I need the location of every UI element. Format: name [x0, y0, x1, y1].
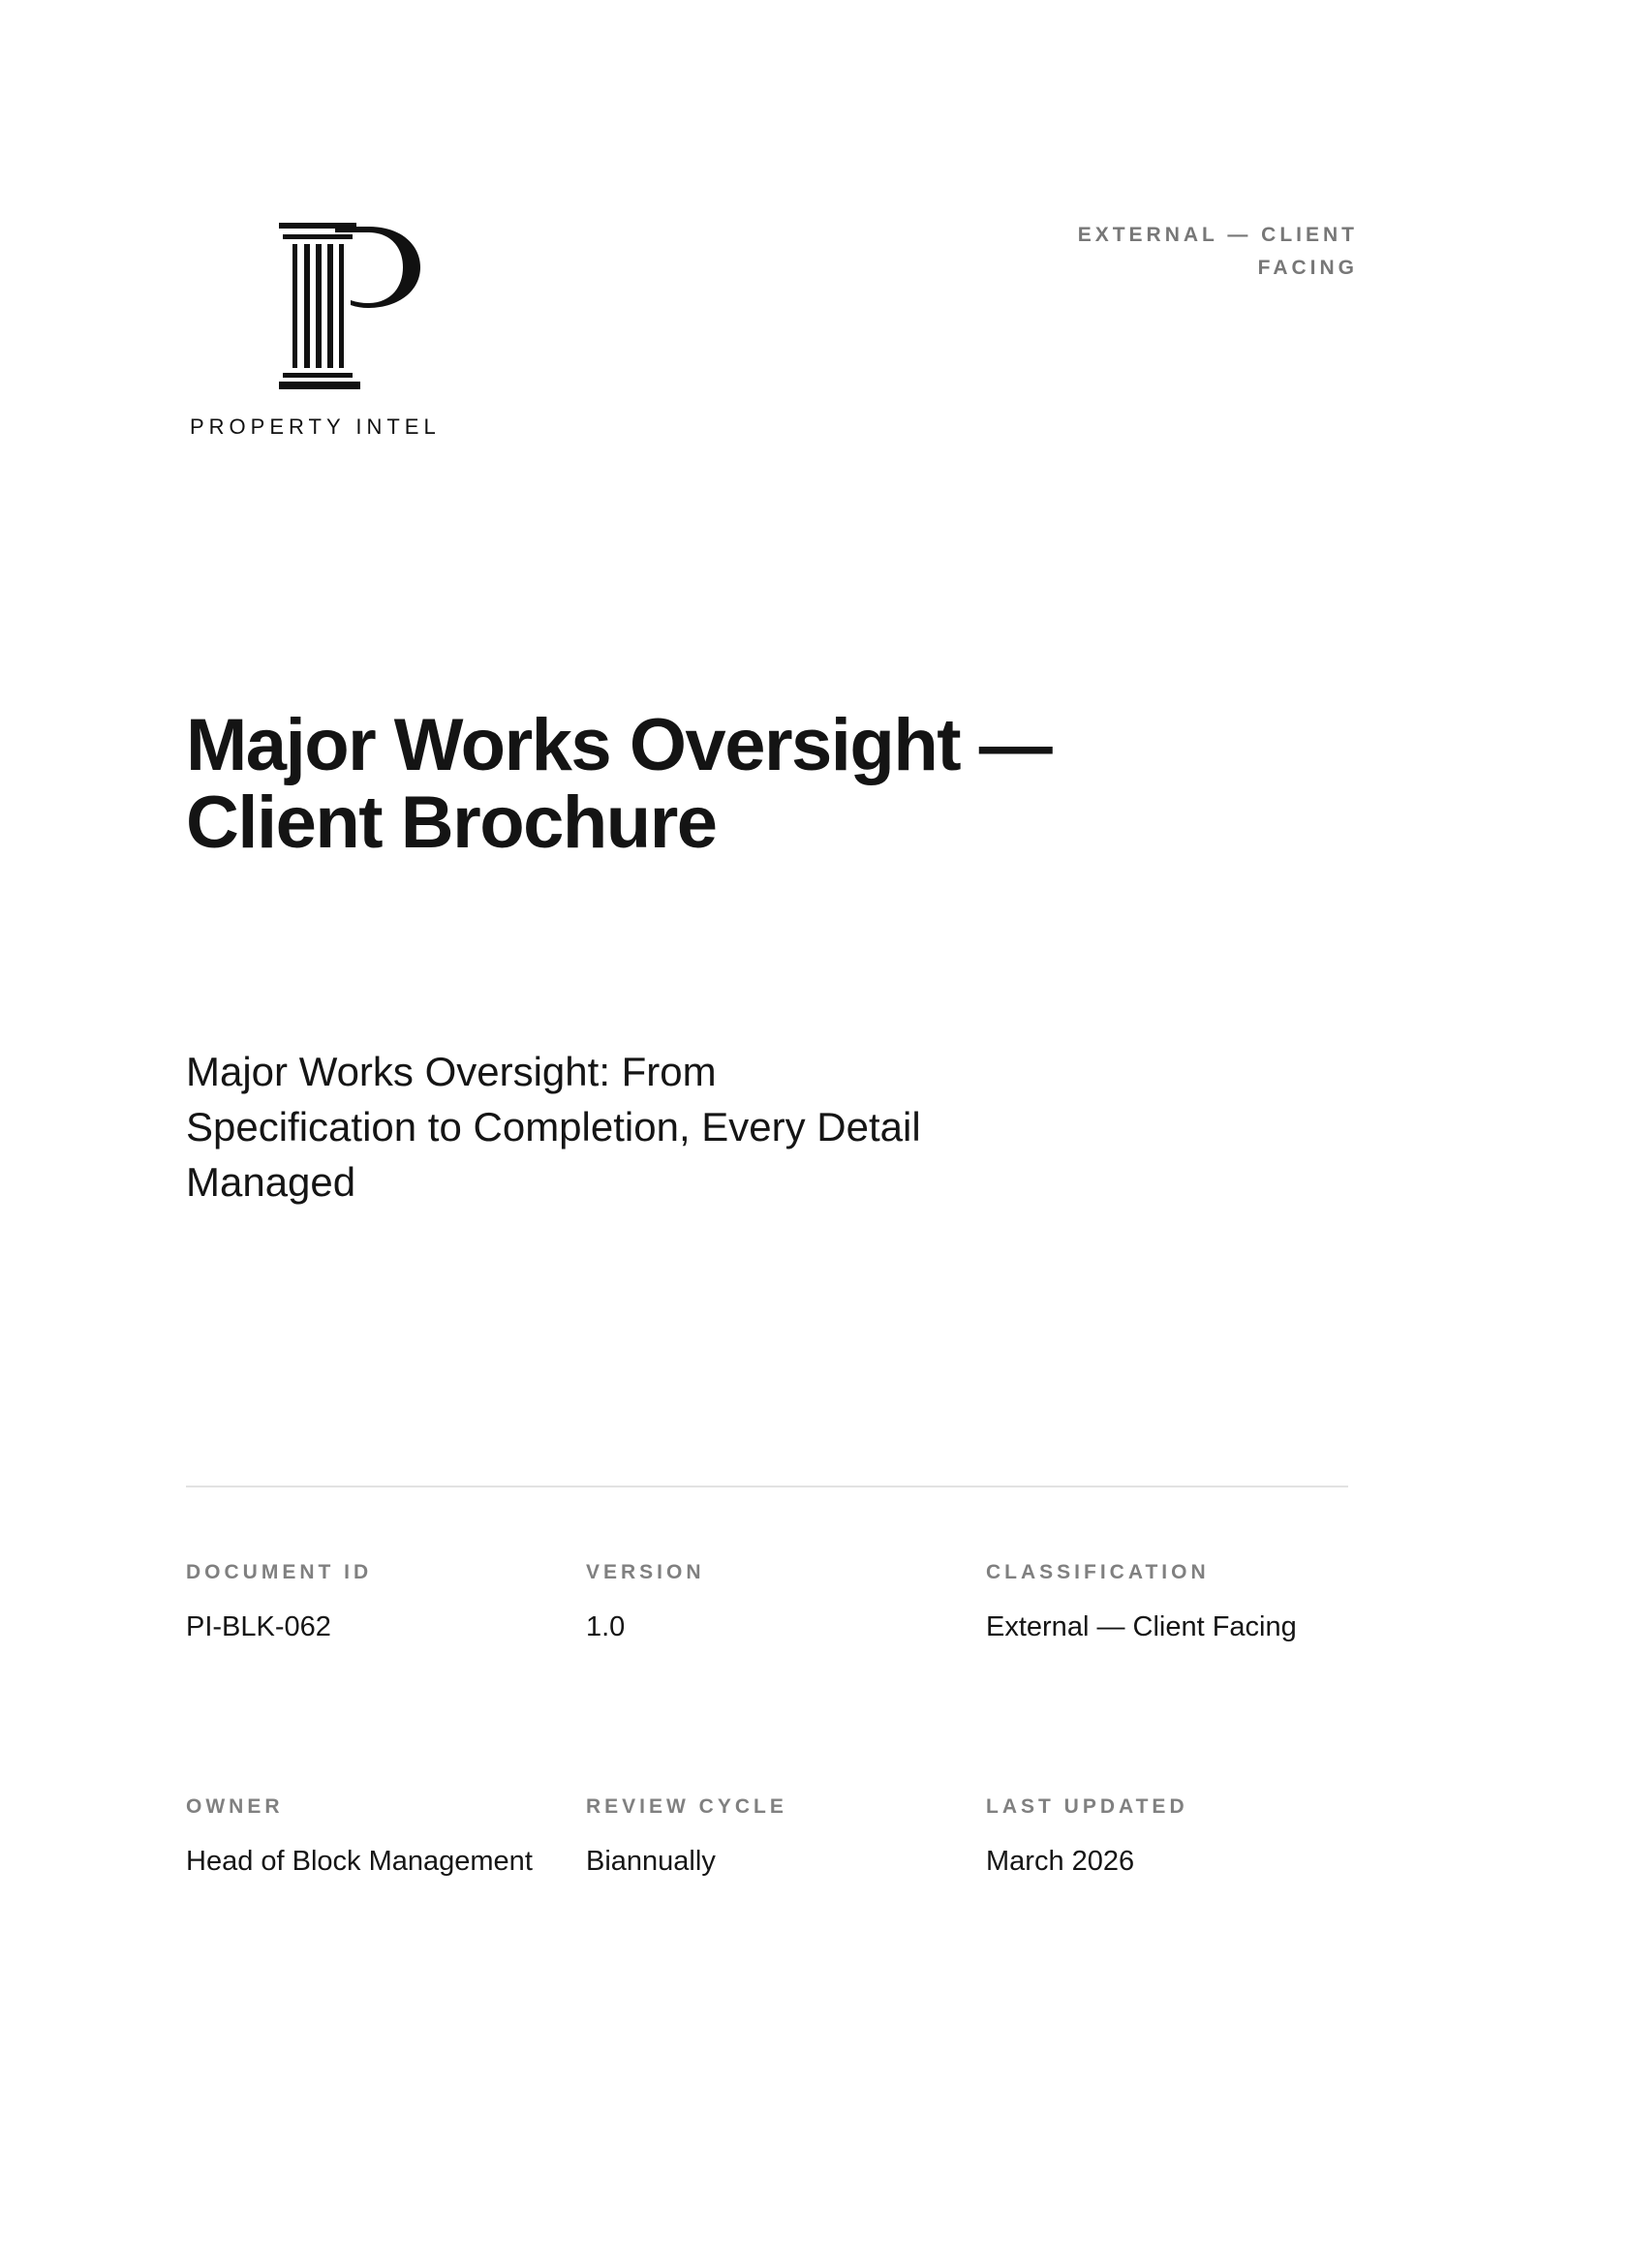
meta-version: [586, 1559, 986, 1648]
meta-review-cycle: [586, 1793, 986, 1883]
meta-value: 1.0: [586, 1611, 626, 1642]
meta-value: March 2026: [986, 1846, 1135, 1877]
meta-label: DOCUMENT ID: [186, 1561, 373, 1583]
meta-label: LAST UPDATED: [986, 1795, 1188, 1818]
meta-value: PI-BLK-062: [186, 1611, 331, 1642]
pillar-p-logo-icon: [279, 223, 426, 393]
classification-tag: EXTERNAL — CLIENT FACING: [1077, 224, 1358, 279]
metadata-grid: [186, 1559, 1387, 1883]
meta-label: VERSION: [586, 1561, 705, 1583]
document-title: Major Works Oversight — Client Brochure: [186, 704, 1052, 864]
document-subtitle: Major Works Oversight: From Specification to Completion, Every Detail Managed: [186, 1049, 921, 1205]
meta-classification: [986, 1559, 1387, 1648]
meta-label: CLASSIFICATION: [986, 1561, 1210, 1583]
meta-value: Biannually: [586, 1846, 716, 1877]
meta-last-updated: [986, 1793, 1387, 1883]
meta-label: OWNER: [186, 1795, 284, 1818]
section-divider: [186, 1486, 1348, 1487]
meta-document-id: [186, 1559, 586, 1648]
meta-label: REVIEW CYCLE: [586, 1795, 787, 1818]
brand-wordmark: PROPERTY INTEL: [190, 414, 441, 439]
meta-value: External — Client Facing: [986, 1611, 1297, 1642]
meta-owner: [186, 1793, 586, 1883]
meta-value: Head of Block Management: [186, 1846, 533, 1877]
